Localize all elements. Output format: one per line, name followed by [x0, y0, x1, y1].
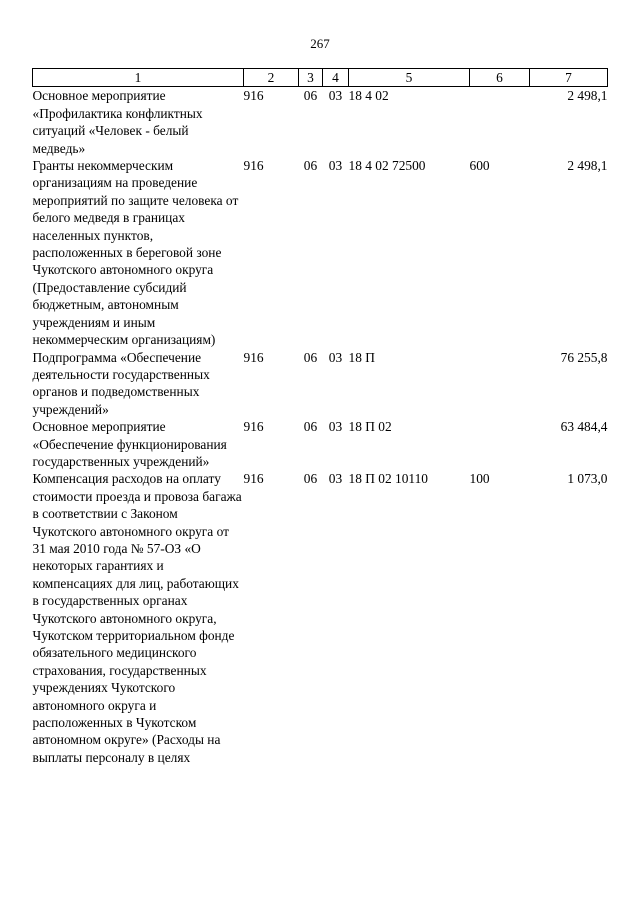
- row-amount: 1 073,0: [567, 471, 608, 487]
- row-grbs: 916: [243, 419, 264, 435]
- row-grbs: 916: [243, 349, 264, 365]
- page-number: 267: [310, 36, 330, 51]
- column-header-4: 4: [323, 69, 349, 87]
- budget-table: [32, 68, 608, 766]
- table-row: [33, 349, 608, 419]
- row-target-article: 18 4 02 72500: [348, 158, 426, 174]
- row-amount: 76 255,8: [560, 349, 608, 365]
- column-header-5: 5: [349, 69, 470, 87]
- column-header-7: 7: [530, 69, 608, 87]
- row-expense-type: 600: [469, 158, 490, 174]
- column-header-1: 1: [33, 69, 244, 87]
- table-row: [33, 87, 608, 157]
- row-section: 06: [303, 419, 318, 435]
- row-name: Основное мероприятие «Профилактика конфликтных ситуаций «Человек - белый медведь»: [32, 88, 203, 156]
- row-expense-type: [470, 418, 530, 470]
- row-target-article: 18 П 02: [348, 419, 392, 435]
- row-expense-type: [470, 349, 530, 419]
- row-grbs: 916: [243, 158, 264, 174]
- column-header-2: 2: [244, 69, 299, 87]
- row-subsection: 03: [328, 419, 343, 435]
- row-section: 06: [303, 88, 318, 104]
- row-amount: 2 498,1: [567, 158, 608, 174]
- row-section: 06: [303, 471, 318, 487]
- table-row: [33, 470, 608, 766]
- row-subsection: 03: [328, 158, 343, 174]
- table-row: [33, 418, 608, 470]
- row-name: Основное мероприятие «Обеспечение функционирования государственных учреждений»: [32, 419, 227, 469]
- row-target-article: 18 П: [348, 349, 375, 365]
- row-subsection: 03: [328, 349, 343, 365]
- row-expense-type: 100: [469, 471, 490, 487]
- row-section: 06: [303, 349, 318, 365]
- row-name: Компенсация расходов на оплату стоимости проезда и провоза багажа в соответствии с Законом Чукотского автономного округа от 31 мая 2010 года № 57-ОЗ «О некоторых гарантиях и компенсациях для лиц, работающих в государственных органах Чукотского автономного округа, Чукотском территориальном фонде обязательного медицинского страхования, государственных учреждениях Чукотского автономного округа и расположенных в Чукотском автономном округе» (Расходы на выплаты персоналу в целях: [32, 471, 242, 765]
- row-amount: 63 484,4: [560, 419, 608, 435]
- row-amount: 2 498,1: [567, 88, 608, 104]
- row-grbs: 916: [243, 88, 264, 104]
- row-grbs: 916: [243, 471, 264, 487]
- row-subsection: 03: [328, 471, 343, 487]
- row-name: Подпрограмма «Обеспечение деятельности государственных органов и подведомственных учреждений»: [32, 349, 210, 417]
- column-header-3: 3: [299, 69, 323, 87]
- row-target-article: 18 4 02: [348, 88, 389, 104]
- row-target-article: 18 П 02 10110: [348, 471, 428, 487]
- row-section: 06: [303, 158, 318, 174]
- column-header-6: 6: [470, 69, 530, 87]
- row-name: Гранты некоммерческим организациям на проведение мероприятий по защите человека от белого медведя в границах населенных пунктов, расположенных в береговой зоне Чукотского автономного округа (Предоставление субсидий бюджетным, автономным учреждениям и иным некоммерческим организациям): [32, 158, 239, 348]
- row-expense-type: [470, 87, 530, 157]
- row-subsection: 03: [328, 88, 343, 104]
- header-row: [33, 69, 608, 87]
- table-row: [33, 157, 608, 348]
